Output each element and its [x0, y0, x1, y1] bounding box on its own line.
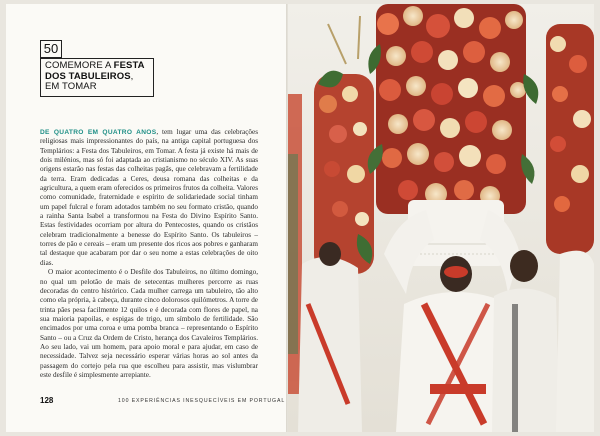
article-body	[40, 128, 258, 380]
festival-photo	[288, 4, 594, 432]
main-tabuleiro-tower	[368, 4, 539, 214]
paragraph-1	[40, 128, 258, 268]
chapter-title	[40, 58, 154, 97]
paragraph-1-text: , tem lugar uma das celebrações religiosas mais impressionantes do país, na antiga capital portuguesa dos Templários: a Festa dos Tabuleiros, em Tomar. A festa já existe há mais de dois milénios, mas só foi adaptada ao cristianismo no século XIV. As suas origens estarão nas festas das colheitas pagãs, que celebravam a fertilidade da terra. Eram dedicadas a Ceres, deusa romana das colheitas e da agricultura, a quem eram oferecidos os primeiros frutos da colheita. Valores como comunidade, fraternidade e espírito de solidariedade social tinham um papel fulcral e foram adotados também no seu formato cristão, quando a rainha Santa Isabel a transformou na Festa do Divino Espírito Santo. Estas festividades ocorriam por altura do Pentecostes, quando os cristãos celebram tradicionalmente a benesse do Espírito Santo. Os tabuleiros – torres de pão e cereais – eram um presente dos ricos aos pobres e ganharam tal destaque que acabaram por dar o seu nome a estas celebrações de oito dias.	[40, 128, 258, 267]
title-line2-bold: DOS TABULEIROS	[45, 70, 131, 82]
title-line1-plain: COMEMORE A	[45, 60, 114, 71]
title-line1-bold: FESTA	[113, 60, 145, 71]
page-number: 128	[40, 396, 54, 405]
title-line3-plain: EM TOMAR	[45, 81, 97, 92]
lead-in: DE QUATRO EM QUATRO ANOS	[40, 129, 157, 136]
title-line2-plain: ,	[130, 70, 134, 82]
background-tabuleiro-left	[288, 94, 302, 394]
background-tabuleiro-right	[546, 24, 594, 254]
running-title: 100 EXPERIÊNCIAS INESQUECÍVEIS EM PORTUGAL	[118, 398, 286, 404]
right-page	[288, 4, 594, 432]
figure-right	[556, 251, 594, 432]
chapter-number: 50	[40, 40, 62, 58]
paragraph-2: O maior acontecimento é o Desfile dos Tabuleiros, no último domingo, no qual um pelotão de mais de setecentas mulheres percorre as ruas decoradas do centro histórico. Cada mulher carrega um tabuleiro, tão alto como ela própria, à cabeça, durante cinco dolorosos quilómetros. A torre de trinta pães pesa facilmente 12 quilos e é decorada com flores de papel, na sua maioria papoilas, e espigas de trigo, um símbolo de fertilidade. São encimados por uma coroa e uma pomba branca – representando o Espírito Santo – ou a Cruz da Ordem de Cristo, herança dos Cavaleiros Templários. Ao seu lado, vai um homem, para apoio moral e para ajudar, em caso de necessidade. Talvez seja necessário esperar várias horas ao sol antes da passagem do cortejo pela rua que escolheu para assistir, mas vislumbrar este desfile é simplesmente arrepiante.	[40, 268, 258, 379]
figure-left	[298, 242, 362, 432]
background-tabuleiro-mid	[314, 71, 374, 274]
